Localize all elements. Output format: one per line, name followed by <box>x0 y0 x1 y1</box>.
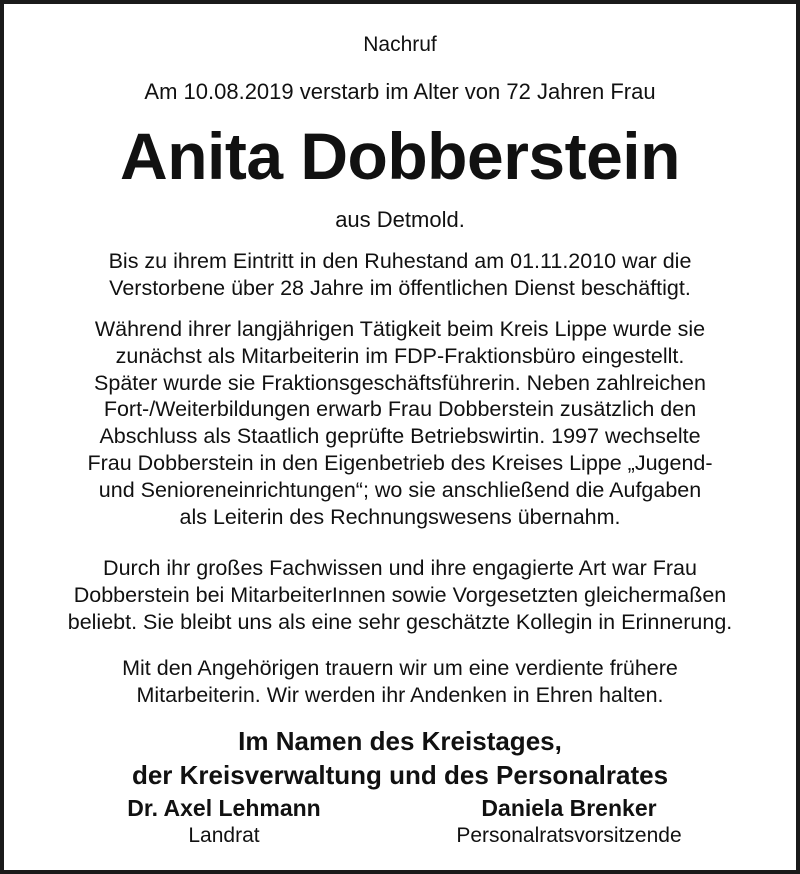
organization-line-2: der Kreisverwaltung und des Personalrates <box>131 760 669 790</box>
paragraph-line: und Senioreneinrichtungen“; wo sie anschließend die Aufgaben <box>98 477 702 502</box>
hometown: aus Detmold. <box>335 207 465 232</box>
organization-line-1: Im Namen des Kreistages, <box>238 726 562 756</box>
signatory-personalrat <box>404 794 734 850</box>
appreciation-paragraph <box>4 555 796 635</box>
paragraph-line: Abschluss als Staatlich geprüfte Betriebswirtin. 1997 wechselte <box>99 424 701 449</box>
paragraph-line: beliebt. Sie bleibt uns als eine sehr geschätzte Kollegin in Erinnerung. <box>67 609 733 634</box>
activities-paragraph <box>4 316 796 530</box>
paragraph-line: Fort-/Weiterbildungen erwarb Frau Dobberstein zusätzlich den <box>103 397 697 422</box>
notice-kind-label: Nachruf <box>363 33 437 56</box>
condolence-paragraph <box>4 655 796 709</box>
career-paragraph <box>4 248 796 302</box>
paragraph-line: Mitarbeiterin. Wir werden ihr Andenken in Ehren halten. <box>136 682 664 707</box>
paragraph-line: Frau Dobberstein in den Eigenbetrieb des Kreises Lippe „Jugend- <box>87 450 713 475</box>
paragraph-line: Später wurde sie Fraktionsgeschäftsführerin. Neben zahlreichen <box>94 370 706 395</box>
paragraph-line: Mit den Angehörigen trauern wir um eine verdiente frühere <box>122 656 678 680</box>
death-announcement: Am 10.08.2019 verstarb im Alter von 72 Jahren Frau <box>144 79 656 104</box>
deceased-name: Anita Dobberstein <box>120 119 680 193</box>
paragraph-line: Verstorbene über 28 Jahre im öffentlichen Dienst beschäftigt. <box>109 275 691 300</box>
signatory-landrat <box>59 794 389 850</box>
paragraph-line: zunächst als Mitarbeiterin im FDP-Fraktionsbüro eingestellt. <box>115 343 685 368</box>
signatory-name: Daniela Brenker <box>481 795 657 821</box>
paragraph-line: Dobberstein bei MitarbeiterInnen sowie Vorgesetzten gleichermaßen <box>73 582 727 607</box>
paragraph-line: Durch ihr großes Fachwissen und ihre engagierte Art war Frau <box>103 556 697 580</box>
signatory-role: Landrat <box>188 824 260 847</box>
signatory-role: Personalratsvorsitzende <box>456 824 682 847</box>
paragraph-line: als Leiterin des Rechnungswesens übernahm. <box>179 504 621 529</box>
paragraph-line: Während ihrer langjährigen Tätigkeit beim Kreis Lippe wurde sie <box>94 317 706 341</box>
signatory-name: Dr. Axel Lehmann <box>127 795 321 821</box>
paragraph-line: Bis zu ihrem Eintritt in den Ruhestand am 01.11.2010 war die <box>108 249 692 273</box>
